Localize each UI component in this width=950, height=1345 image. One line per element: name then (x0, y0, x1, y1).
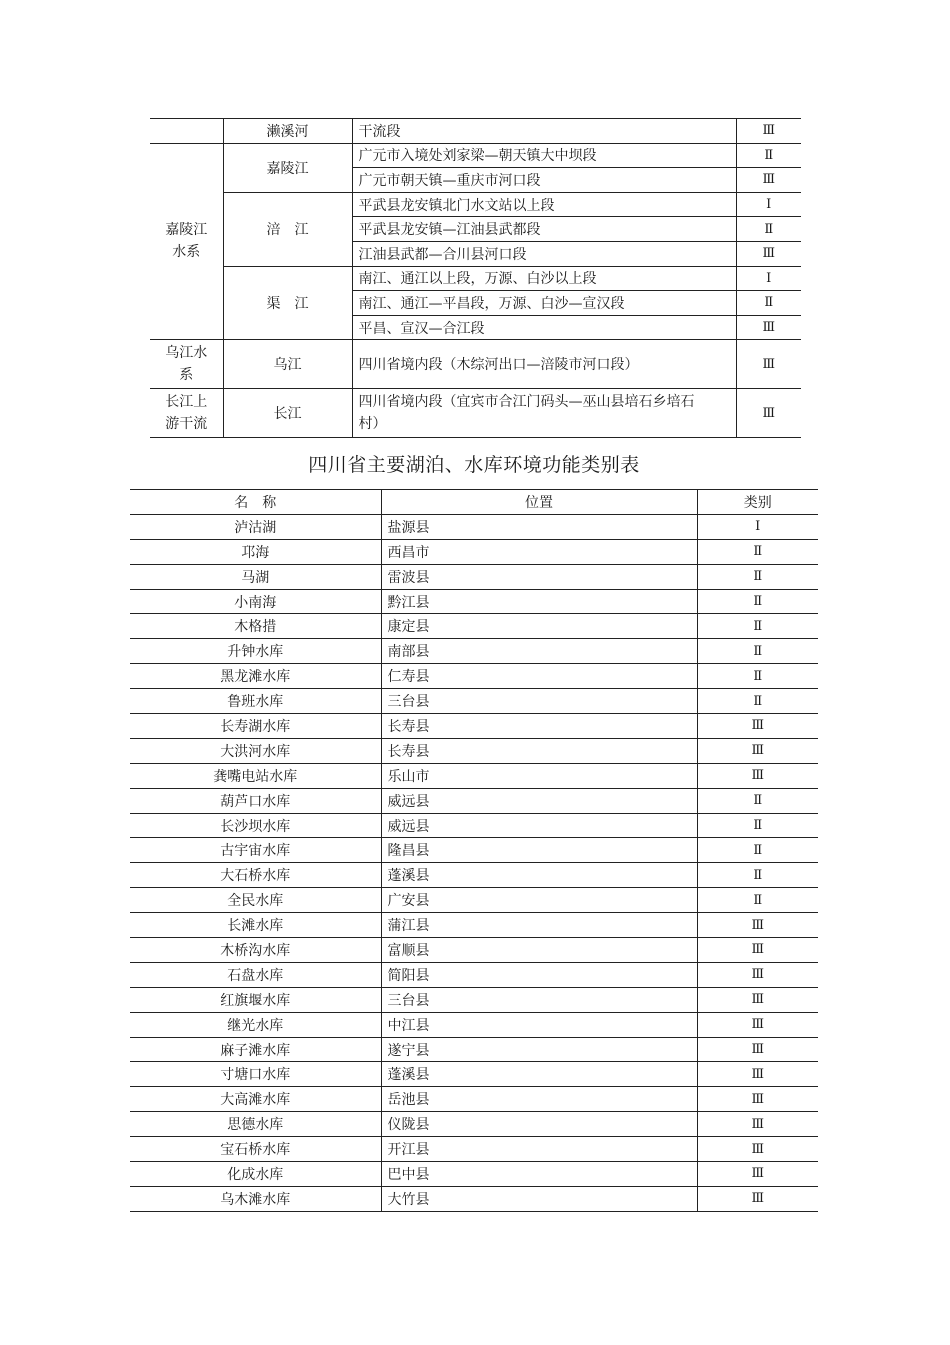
table-row (130, 1062, 818, 1087)
name-cell: 龚嘴电站水库 (130, 763, 381, 788)
category-cell: Ⅱ (697, 788, 818, 813)
table-row (130, 714, 818, 739)
river-cell: 嘉陵江 (223, 143, 352, 192)
river-cell: 长江 (223, 389, 352, 438)
location-cell: 长寿县 (381, 714, 697, 739)
table-row (130, 589, 818, 614)
location-cell: 南部县 (381, 639, 697, 664)
table-row (130, 987, 818, 1012)
name-cell: 思德水库 (130, 1112, 381, 1137)
section-cell: 平武县龙安镇北门水文站以上段 (352, 192, 736, 217)
location-cell: 开江县 (381, 1137, 697, 1162)
table-row (130, 838, 818, 863)
name-cell: 全民水库 (130, 888, 381, 913)
table-row (130, 962, 818, 987)
section-cell: 平武县龙安镇—江油县武都段 (352, 217, 736, 242)
location-cell: 西昌市 (381, 539, 697, 564)
class-cell: Ⅱ (736, 217, 801, 242)
class-cell: Ⅲ (736, 119, 801, 144)
category-cell: Ⅲ (697, 1162, 818, 1187)
table-row (150, 119, 801, 144)
lake-table-title: 四川省主要湖泊、水库环境功能类别表 (308, 454, 640, 476)
table-row (130, 788, 818, 813)
location-cell: 雷波县 (381, 564, 697, 589)
category-cell: Ⅲ (697, 714, 818, 739)
name-cell: 石盘水库 (130, 962, 381, 987)
table-row (130, 863, 818, 888)
location-cell: 富顺县 (381, 938, 697, 963)
class-cell: Ⅱ (736, 143, 801, 168)
name-cell: 黑龙滩水库 (130, 664, 381, 689)
table-row (130, 813, 818, 838)
class-cell: Ⅲ (736, 340, 801, 389)
table-row (130, 1162, 818, 1187)
river-cell: 渠 江 (223, 266, 352, 340)
section-cell: 南江、通江以上段，万源、白沙以上段 (352, 266, 736, 291)
name-cell: 邛海 (130, 539, 381, 564)
table-row (130, 738, 818, 763)
location-cell: 大竹县 (381, 1186, 697, 1211)
category-cell: Ⅲ (697, 763, 818, 788)
location-cell: 广安县 (381, 888, 697, 913)
category-cell: Ⅱ (697, 664, 818, 689)
location-cell: 遂宁县 (381, 1037, 697, 1062)
table-row (130, 1186, 818, 1211)
table-row (130, 888, 818, 913)
location-cell: 中江县 (381, 1012, 697, 1037)
location-cell: 威远县 (381, 813, 697, 838)
name-cell: 乌木滩水库 (130, 1186, 381, 1211)
name-cell: 鲁班水库 (130, 689, 381, 714)
category-cell: Ⅰ (697, 514, 818, 539)
table-row (130, 1037, 818, 1062)
table-row (130, 664, 818, 689)
name-cell: 化成水库 (130, 1162, 381, 1187)
location-cell: 蒲江县 (381, 913, 697, 938)
location-cell: 简阳县 (381, 962, 697, 987)
lake-table-body (130, 514, 818, 1211)
class-cell: Ⅲ (736, 241, 801, 266)
location-cell: 仪陇县 (381, 1112, 697, 1137)
class-cell: Ⅲ (736, 315, 801, 340)
lake-class-table (130, 489, 818, 1212)
table-row (130, 614, 818, 639)
category-cell: Ⅲ (697, 987, 818, 1012)
section-cell: 四川省境内段（宜宾市合江门码头—巫山县培石乡培石村） (352, 389, 736, 438)
category-cell: Ⅱ (697, 888, 818, 913)
location-cell: 长寿县 (381, 738, 697, 763)
section-cell: 江油县武都—合川县河口段 (352, 241, 736, 266)
system-cell: 嘉陵江水系 (150, 143, 223, 340)
table-row (150, 389, 801, 438)
name-cell: 木桥沟水库 (130, 938, 381, 963)
header-location: 位置 (381, 490, 697, 515)
section-cell: 广元市入境处刘家梁—朝天镇大中坝段 (352, 143, 736, 168)
table-row (130, 564, 818, 589)
table-row (150, 340, 801, 389)
location-cell: 盐源县 (381, 514, 697, 539)
table-row (130, 689, 818, 714)
name-cell: 泸沽湖 (130, 514, 381, 539)
class-cell: Ⅲ (736, 389, 801, 438)
river-cell: 乌江 (223, 340, 352, 389)
location-cell: 蓬溪县 (381, 863, 697, 888)
table-row (130, 1087, 818, 1112)
table-row (130, 1012, 818, 1037)
location-cell: 乐山市 (381, 763, 697, 788)
location-cell: 三台县 (381, 689, 697, 714)
name-cell: 大高滩水库 (130, 1087, 381, 1112)
category-cell: Ⅲ (697, 962, 818, 987)
table-row (130, 1112, 818, 1137)
name-cell: 寸塘口水库 (130, 1062, 381, 1087)
category-cell: Ⅱ (697, 838, 818, 863)
name-cell: 长滩水库 (130, 913, 381, 938)
category-cell: Ⅱ (697, 539, 818, 564)
header-category: 类别 (697, 490, 818, 515)
river-cell: 涪 江 (223, 192, 352, 266)
location-cell: 巴中县 (381, 1162, 697, 1187)
location-cell: 黔江县 (381, 589, 697, 614)
name-cell: 长寿湖水库 (130, 714, 381, 739)
class-cell: Ⅰ (736, 192, 801, 217)
location-cell: 岳池县 (381, 1087, 697, 1112)
section-cell: 平昌、宣汉—合江段 (352, 315, 736, 340)
location-cell: 三台县 (381, 987, 697, 1012)
category-cell: Ⅲ (697, 1087, 818, 1112)
system-cell: 长江上游干流 (150, 389, 223, 438)
location-cell: 蓬溪县 (381, 1062, 697, 1087)
river-class-table (150, 118, 801, 438)
system-cell (150, 119, 223, 144)
name-cell: 古宇宙水库 (130, 838, 381, 863)
name-cell: 大洪河水库 (130, 738, 381, 763)
location-cell: 仁寿县 (381, 664, 697, 689)
category-cell: Ⅲ (697, 1112, 818, 1137)
name-cell: 升钟水库 (130, 639, 381, 664)
system-cell: 乌江水系 (150, 340, 223, 389)
location-cell: 康定县 (381, 614, 697, 639)
table-row (130, 938, 818, 963)
category-cell: Ⅱ (697, 813, 818, 838)
name-cell: 木格措 (130, 614, 381, 639)
name-cell: 大石桥水库 (130, 863, 381, 888)
category-cell: Ⅲ (697, 1137, 818, 1162)
category-cell: Ⅲ (697, 1062, 818, 1087)
name-cell: 葫芦口水库 (130, 788, 381, 813)
table-row (130, 1137, 818, 1162)
name-cell: 小南海 (130, 589, 381, 614)
name-cell: 宝石桥水库 (130, 1137, 381, 1162)
table-row (150, 143, 801, 168)
name-cell: 红旗堰水库 (130, 987, 381, 1012)
table-row (130, 913, 818, 938)
category-cell: Ⅲ (697, 1037, 818, 1062)
category-cell: Ⅱ (697, 589, 818, 614)
category-cell: Ⅲ (697, 938, 818, 963)
table-header-row (130, 490, 818, 515)
name-cell: 麻子滩水库 (130, 1037, 381, 1062)
category-cell: Ⅱ (697, 639, 818, 664)
category-cell: Ⅲ (697, 913, 818, 938)
category-cell: Ⅱ (697, 564, 818, 589)
category-cell: Ⅲ (697, 738, 818, 763)
table-row (130, 763, 818, 788)
name-cell: 继光水库 (130, 1012, 381, 1037)
category-cell: Ⅱ (697, 863, 818, 888)
table-row (150, 266, 801, 291)
section-cell: 干流段 (352, 119, 736, 144)
table-row (130, 514, 818, 539)
category-cell: Ⅲ (697, 1012, 818, 1037)
class-cell: Ⅲ (736, 168, 801, 193)
table-row (130, 639, 818, 664)
name-cell: 长沙坝水库 (130, 813, 381, 838)
class-cell: Ⅰ (736, 266, 801, 291)
class-cell: Ⅱ (736, 291, 801, 316)
category-cell: Ⅲ (697, 1186, 818, 1211)
name-cell: 马湖 (130, 564, 381, 589)
table-row (130, 539, 818, 564)
river-cell: 濑溪河 (223, 119, 352, 144)
location-cell: 威远县 (381, 788, 697, 813)
category-cell: Ⅱ (697, 614, 818, 639)
category-cell: Ⅱ (697, 689, 818, 714)
section-cell: 广元市朝天镇—重庆市河口段 (352, 168, 736, 193)
table-row (150, 192, 801, 217)
header-name: 名 称 (130, 490, 381, 515)
section-cell: 四川省境内段（木综河出口—涪陵市河口段） (352, 340, 736, 389)
section-cell: 南江、通江—平昌段，万源、白沙—宣汉段 (352, 291, 736, 316)
location-cell: 隆昌县 (381, 838, 697, 863)
